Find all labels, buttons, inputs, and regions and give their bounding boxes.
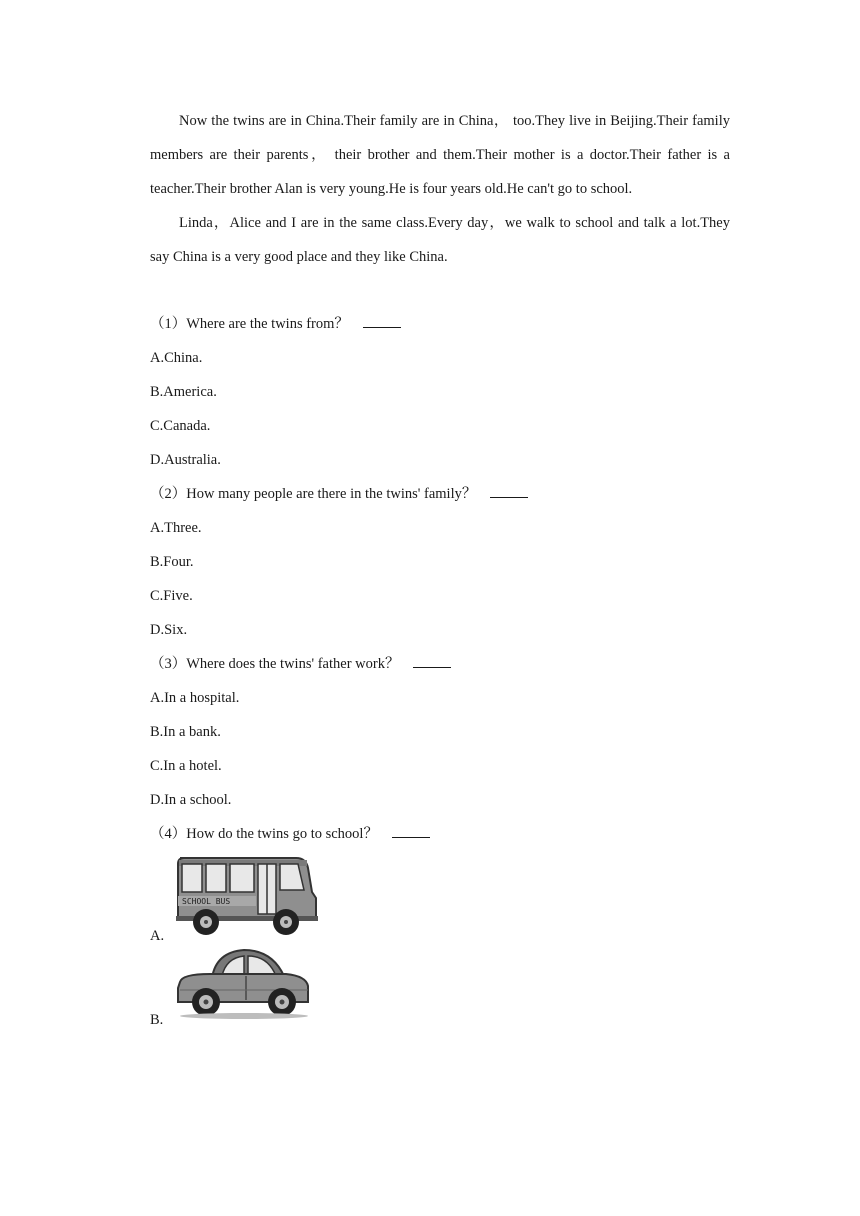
question-4-option-b (150, 946, 730, 1034)
answer-blank[interactable] (490, 483, 528, 498)
question-4-stem: （4）How do the twins go to school？ (150, 817, 730, 851)
answer-blank[interactable] (413, 653, 451, 668)
question-3-stem: （3）Where does the twins' father work？ (150, 647, 730, 681)
question-3-option-c: C.In a hotel. (150, 758, 222, 774)
question-2-option-b: B.Four. (150, 554, 194, 570)
question-3-option-b: B.In a bank. (150, 724, 221, 740)
question-2-stem: （2）How many people are there in the twins' family？ (150, 477, 730, 511)
question-list (150, 307, 730, 1034)
question-1-option-b: B.America. (150, 384, 217, 400)
question-4-option-a (150, 851, 730, 946)
question-3-option-a: A.In a hospital. (150, 690, 240, 706)
passage-paragraph-2: Linda，Alice and I are in the same class.Every day，we walk to school and talk a lot.They say China is a very good place and they like China. (150, 215, 730, 265)
question-3-option-d: D.In a school. (150, 792, 232, 808)
question-1-option-d: D.Australia. (150, 452, 221, 468)
option-label: A. (150, 928, 165, 944)
bus-icon (174, 854, 320, 940)
reading-passage (150, 104, 730, 274)
car-icon (174, 946, 312, 1020)
answer-blank[interactable] (363, 313, 401, 328)
question-2-option-d: D.Six. (150, 622, 188, 638)
answer-blank[interactable] (392, 823, 430, 838)
question-2-option-c: C.Five. (150, 588, 193, 604)
bus-side-text: SCHOOL BUS (182, 897, 231, 906)
question-1-stem: （1）Where are the twins from？ (150, 307, 730, 341)
option-label: B. (150, 1012, 164, 1028)
question-2-option-a: A.Three. (150, 520, 202, 536)
question-1-option-c: C.Canada. (150, 418, 211, 434)
passage-paragraph-1: Now the twins are in China.Their family are in China， too.They live in Beijing.Their family members are their parents， their brother and them.Their mother is a doctor.Their father is a teacher.Their brother Alan is very young.He is four years old.He can't go to school. (150, 113, 730, 197)
question-1-option-a: A.China. (150, 350, 203, 366)
